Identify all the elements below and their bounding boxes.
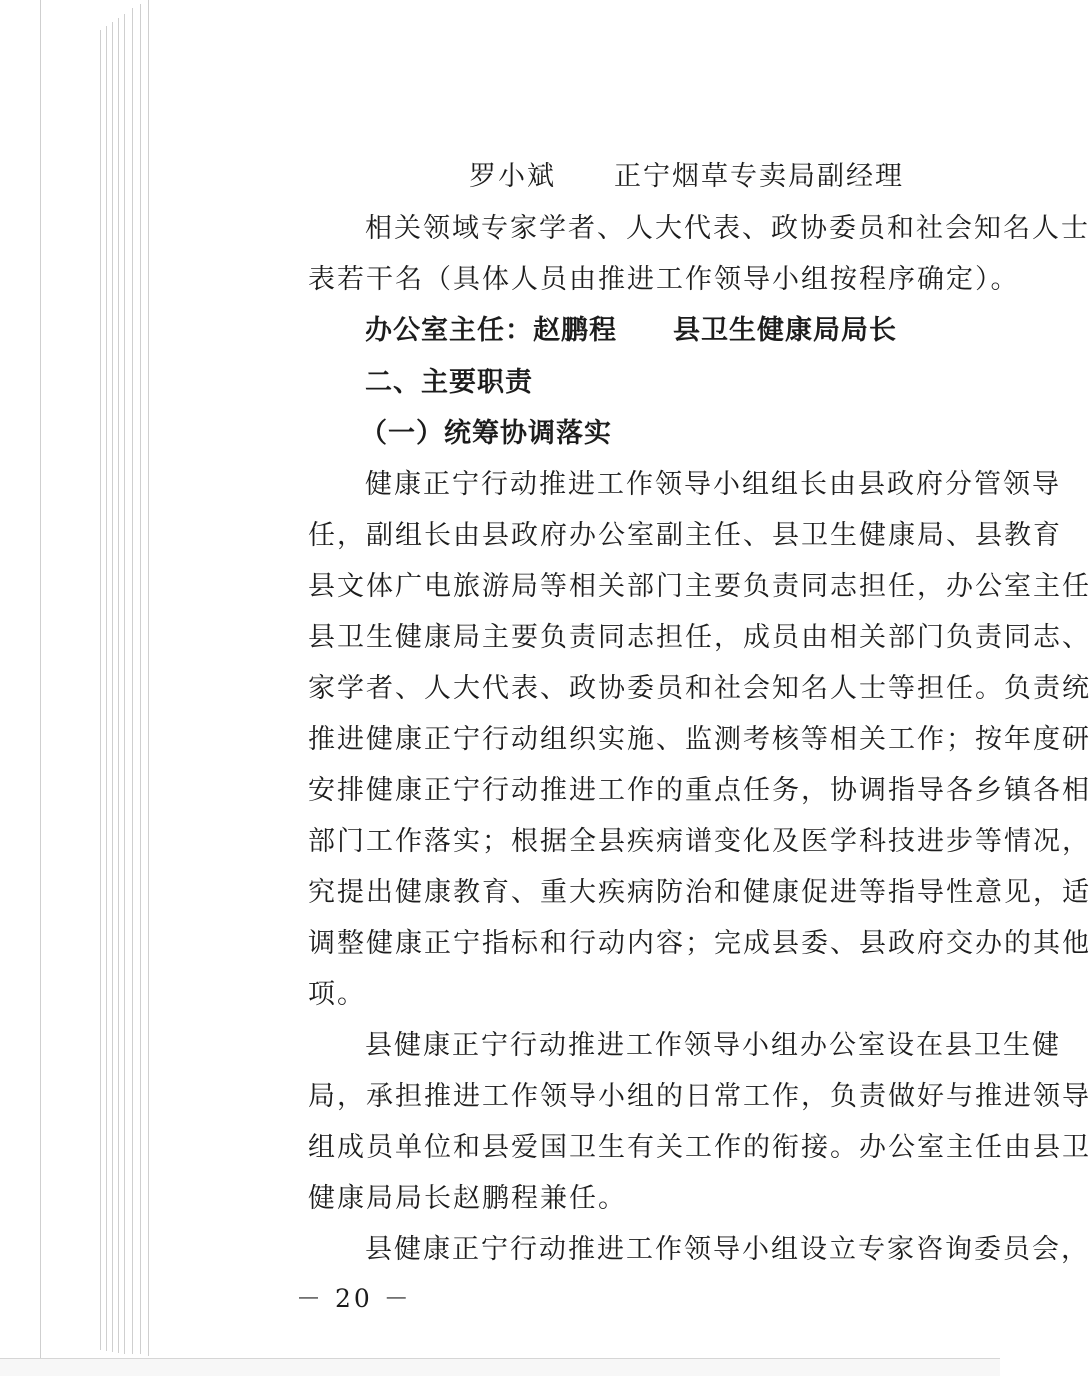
page-number: － 20 － [296, 1284, 412, 1313]
body-line: 调整健康正宁指标和行动内容；完成县委、县政府交办的其他 [308, 928, 1091, 959]
body-line: 县文体广电旅游局等相关部门主要负责同志担任，办公室主任 [308, 571, 1091, 602]
body-line: 县健康正宁行动推进工作领导小组办公室设在县卫生健 [365, 1030, 1061, 1061]
subsection-heading: （一）统筹协调落实 [360, 418, 612, 449]
body-line: 表若干名（具体人员由推进工作领导小组按程序确定）。 [308, 264, 1020, 295]
body-line: 究提出健康教育、重大疾病防治和健康促进等指导性意见，适 [308, 877, 1091, 908]
body-line: 县健康正宁行动推进工作领导小组设立专家咨询委员会， [365, 1234, 1090, 1265]
body-line: 组成员单位和县爱国卫生有关工作的衔接。办公室主任由县卫 [308, 1132, 1091, 1163]
member-line: 罗小斌 正宁烟草专卖局副经理 [469, 161, 904, 192]
body-line: 相关领域专家学者、人大代表、政协委员和社会知名人士 [365, 213, 1090, 244]
body-line: 任，副组长由县政府办公室副主任、县卫生健康局、县教育 [308, 520, 1062, 551]
office-director-line: 办公室主任：赵鹏程 县卫生健康局局长 [365, 315, 897, 346]
section-heading: 二、主要职责 [365, 367, 533, 398]
body-line: 推进健康正宁行动组织实施、监测考核等相关工作；按年度研 [308, 724, 1091, 755]
body-line: 家学者、人大代表、政协委员和社会知名人士等担任。负责统 [308, 673, 1091, 704]
body-line: 健康正宁行动推进工作领导小组组长由县政府分管领导 [365, 469, 1061, 500]
body-line: 健康局局长赵鹏程兼任。 [308, 1183, 627, 1214]
body-line: 部门工作落实；根据全县疾病谱变化及医学科技进步等情况， [308, 826, 1091, 857]
body-line: 项。 [308, 979, 366, 1010]
body-line: 安排健康正宁行动推进工作的重点任务，协调指导各乡镇各相 [308, 775, 1091, 806]
body-line: 县卫生健康局主要负责同志担任，成员由相关部门负责同志、 [308, 622, 1091, 653]
body-line: 局，承担推进工作领导小组的日常工作，负责做好与推进领导 [308, 1081, 1091, 1112]
